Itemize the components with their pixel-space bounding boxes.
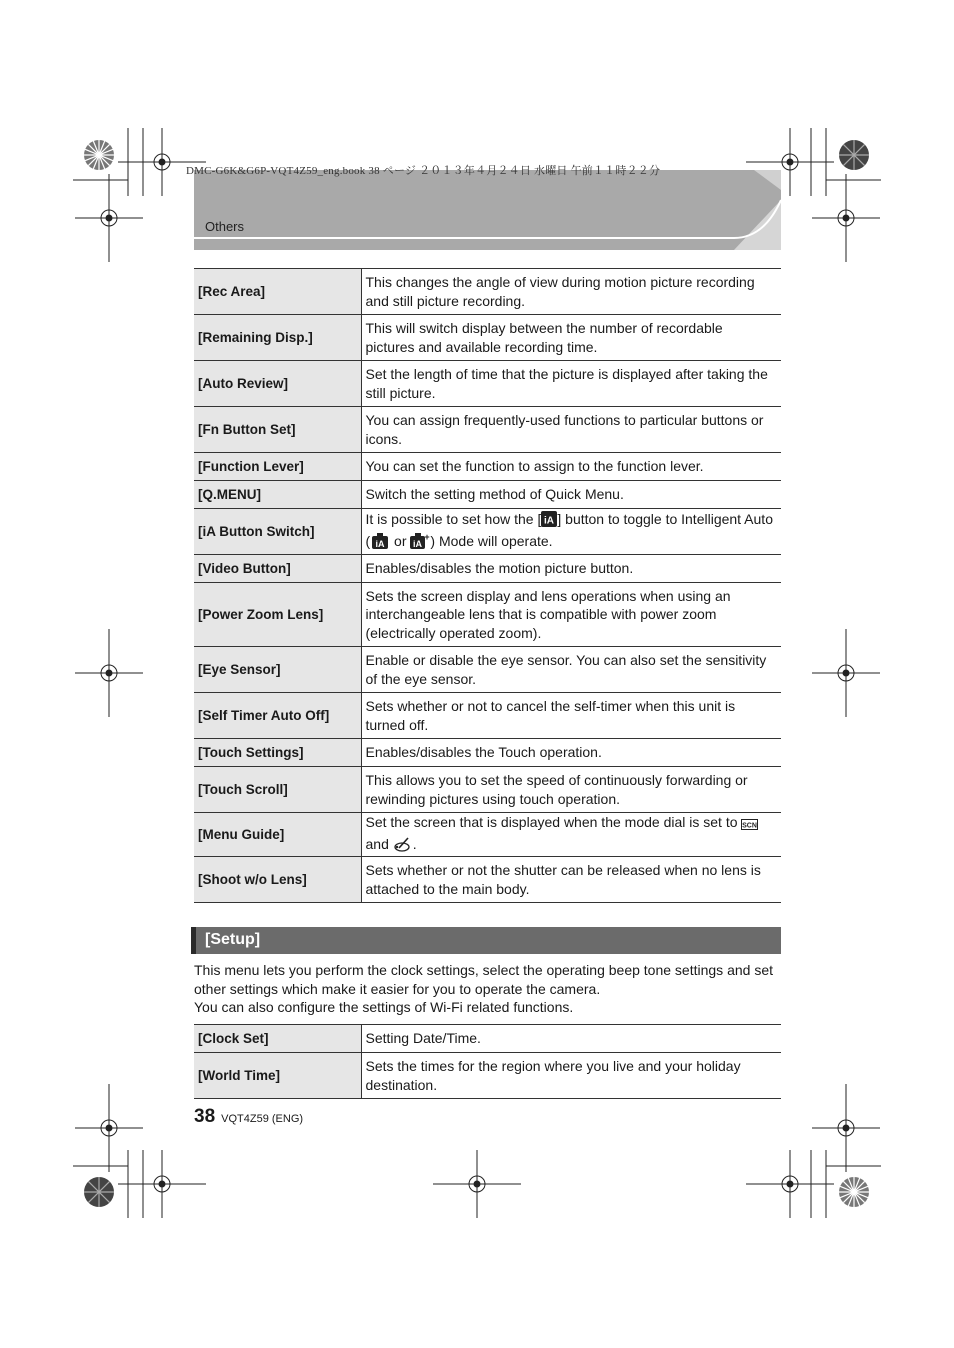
page-footer xyxy=(194,1106,303,1128)
intelligent-auto-icon xyxy=(541,511,557,532)
setting-description: Sets whether or not to cancel the self-timer when this unit is turned off. xyxy=(361,693,781,739)
table-row xyxy=(194,813,781,857)
svg-text:+: + xyxy=(424,532,431,542)
table-row xyxy=(194,361,781,407)
setting-description: You can assign frequently-used functions to particular buttons or icons. xyxy=(361,407,781,453)
print-info-line: DMC-G6K&G6P-VQT4Z59_eng.book 38 ページ ２０１３年４月２４日 水曜日 午前１１時２２分 xyxy=(186,165,661,177)
svg-text:iA: iA xyxy=(413,538,423,549)
setting-name: [Shoot w/o Lens] xyxy=(194,857,361,903)
setting-name: [Power Zoom Lens] xyxy=(194,583,361,647)
setting-description: This allows you to set the speed of continuously forwarding or rewinding pictures using touch operation. xyxy=(361,767,781,813)
table-row xyxy=(194,315,781,361)
setting-name: [Q.MENU] xyxy=(194,481,361,509)
setup-section-header xyxy=(191,927,781,954)
table-row xyxy=(194,269,781,315)
setting-name: [Touch Settings] xyxy=(194,739,361,767)
intelligent-auto-plus-icon xyxy=(410,533,430,554)
section-accent xyxy=(191,927,196,954)
setup-intro xyxy=(194,961,784,1017)
setting-name: [Eye Sensor] xyxy=(194,647,361,693)
setting-description: Set the length of time that the picture is displayed after taking the still picture. xyxy=(361,361,781,407)
svg-text:SCN: SCN xyxy=(742,822,758,830)
table-row xyxy=(194,647,781,693)
intelligent-auto-icon xyxy=(370,533,390,554)
setting-name: [Fn Button Set] xyxy=(194,407,361,453)
setting-description: Switch the setting method of Quick Menu. xyxy=(361,481,781,509)
table-row xyxy=(194,509,781,555)
setting-name: [Function Lever] xyxy=(194,453,361,481)
setting-description: Sets the screen display and lens operations when using an interchangeable lens that is compatible with power zoom (electrically operated zoom). xyxy=(361,583,781,647)
setting-description: You can set the function to assign to the function lever. xyxy=(361,453,781,481)
setting-name: [iA Button Switch] xyxy=(194,509,361,555)
setting-name: [Rec Area] xyxy=(194,269,361,315)
setting-description: Setting Date/Time. xyxy=(361,1025,781,1053)
svg-text:iA: iA xyxy=(544,515,555,527)
setup-settings-table xyxy=(194,1024,781,1099)
setting-name: [World Time] xyxy=(194,1053,361,1099)
table-row xyxy=(194,453,781,481)
intro-paragraph: This menu lets you perform the clock settings, select the operating beep tone settings and set other settings which make it easier for you to operate the camera. xyxy=(194,962,773,997)
table-row xyxy=(194,767,781,813)
section-title: [Setup] xyxy=(205,931,261,948)
setting-description: Enable or disable the eye sensor. You can also set the sensitivity of the eye sensor. xyxy=(361,647,781,693)
table-row xyxy=(194,555,781,583)
setting-name: [Clock Set] xyxy=(194,1025,361,1053)
table-row xyxy=(194,481,781,509)
table-row xyxy=(194,693,781,739)
setting-description: Sets the times for the region where you live and your holiday destination. xyxy=(361,1053,781,1099)
menu-settings-table xyxy=(194,268,781,903)
table-row xyxy=(194,857,781,903)
intro-paragraph: You can also configure the settings of Wi-Fi related functions. xyxy=(194,999,574,1015)
svg-text:iA: iA xyxy=(375,538,385,549)
setting-description: This will switch display between the number of recordable pictures and available recording time. xyxy=(361,315,781,361)
scene-mode-icon xyxy=(741,816,758,835)
setting-description: Enables/disables the Touch operation. xyxy=(361,739,781,767)
page-number: 38 xyxy=(194,1106,216,1127)
setting-name: [Auto Review] xyxy=(194,361,361,407)
setting-name: [Remaining Disp.] xyxy=(194,315,361,361)
table-row xyxy=(194,407,781,453)
table-row xyxy=(194,1053,781,1099)
table-row xyxy=(194,739,781,767)
setting-description: This changes the angle of view during motion picture recording and still picture recording. xyxy=(361,269,781,315)
section-label: Others xyxy=(205,219,245,234)
setting-name: [Self Timer Auto Off] xyxy=(194,693,361,739)
setting-description: Enables/disables the motion picture button. xyxy=(361,555,781,583)
creative-control-icon xyxy=(393,836,413,857)
setting-name: [Menu Guide] xyxy=(194,813,361,857)
setting-description: It is possible to set how the [ iA ] button to toggle to Intelligent Auto ( iA or iA + ) Mode will operate. xyxy=(361,509,781,555)
table-row xyxy=(194,1025,781,1053)
setting-description: Sets whether or not the shutter can be released when no lens is attached to the main body. xyxy=(361,857,781,903)
setting-name: [Touch Scroll] xyxy=(194,767,361,813)
document-code: VQT4Z59 (ENG) xyxy=(221,1113,304,1125)
setting-description: Set the screen that is displayed when the mode dial is set to SCN and . xyxy=(361,813,781,857)
header-band xyxy=(194,170,781,250)
setting-name: [Video Button] xyxy=(194,555,361,583)
table-row xyxy=(194,583,781,647)
